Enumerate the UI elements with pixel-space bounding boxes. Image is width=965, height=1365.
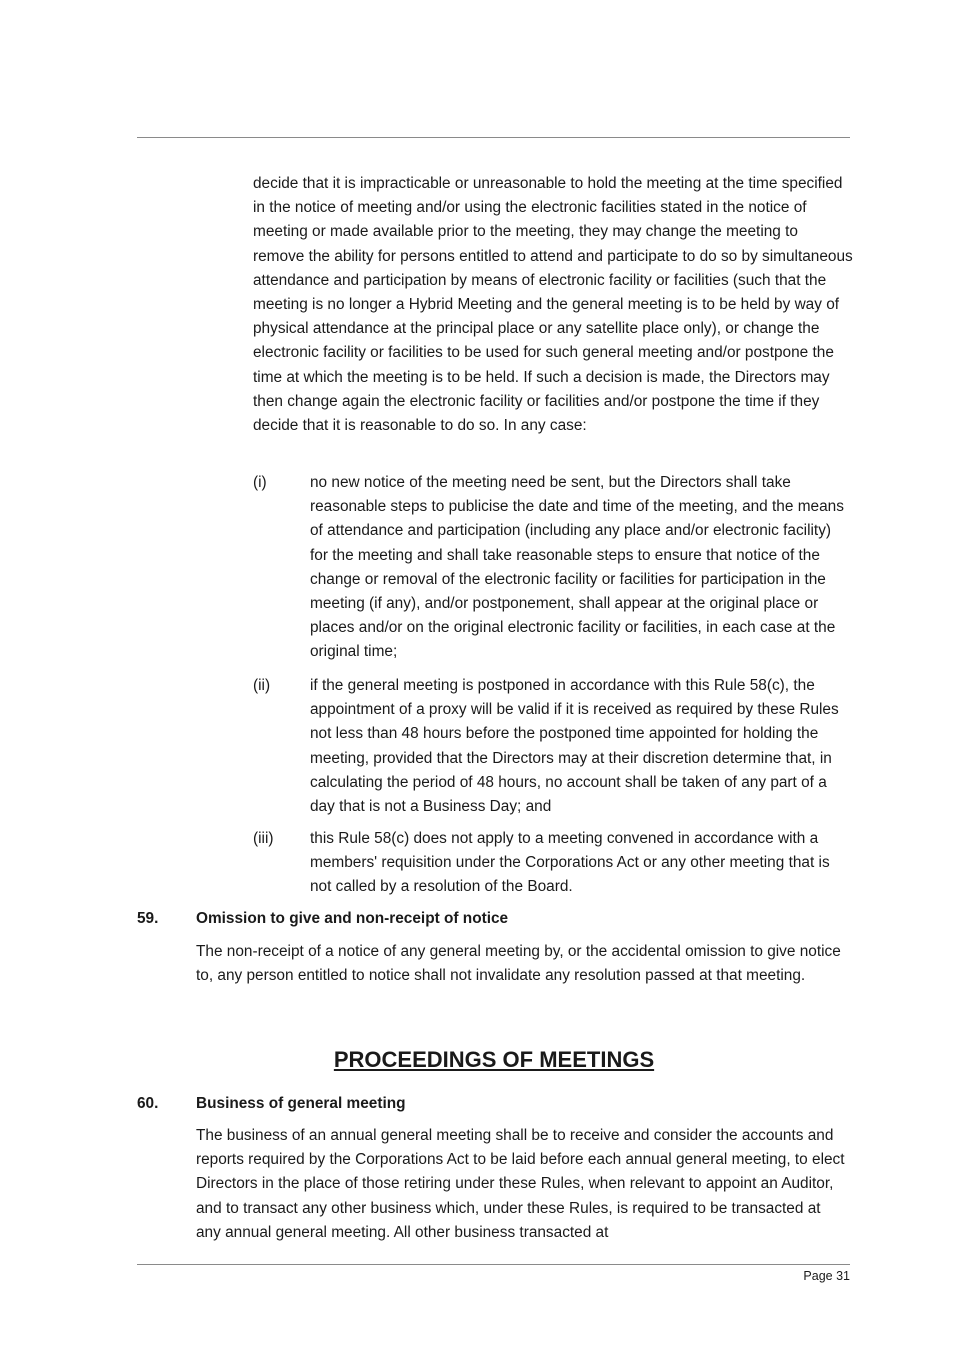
rule-number: 60. <box>137 1095 159 1112</box>
section-heading: PROCEEDINGS OF MEETINGS <box>333 1047 655 1072</box>
item-text: no new notice of the meeting need be sent, but the Directors shall take reasonable steps to publicise the date and time of the meeting, and the means of attendance and participation (including any place and/or electronic facility) for the meeting and shall take reasonable steps to ensure that notice of the change or removal of the electronic facility or facilities for participation in the meeting (if any), and/or postponement, shall appear at the original place or places and/or on the original electronic facility or facilities, in each case at the original time; <box>310 474 844 661</box>
item-text: this Rule 58(c) does not apply to a meeting convened in accordance with a members' requisition under the Corporations Act or any other meeting that is not called by a resolution of the Board. <box>310 830 830 896</box>
rule-60-paragraph: The business of an annual general meeting shall be to receive and consider the accounts and reports required by the Corporations Act to be laid before each annual general meeting, to elect Directors in the place of those retiring under these Rules, when relevant to appoint an Auditor, and to transact any other business which, under these Rules, is required to be transacted at any annual general meeting. All other business transacted at <box>196 1127 845 1241</box>
item-number: (ii) <box>253 677 271 694</box>
item-number: (iii) <box>253 830 274 847</box>
rule-number: 59. <box>137 910 159 927</box>
rule-title: Omission to give and non-receipt of notice <box>196 910 509 927</box>
page-number: Page 31 <box>803 1269 850 1283</box>
rule-title: Business of general meeting <box>196 1095 406 1112</box>
item-number: (i) <box>253 474 267 491</box>
intro-paragraph: decide that it is impracticable or unreasonable to hold the meeting at the time specified in the notice of meeting and/or using the electronic facilities stated in the notice of meeting or made available prior to the meeting, they may change the meeting to remove the ability for persons entitled to attend and participate to do so by simultaneous attendance and participation by means of electronic facility or facilities (such that the meeting is no longer a Hybrid Meeting and the general meeting is to be held by way of physical attendance at the principal place or any satellite place only), or change the electronic facility or facilities to be used for such general meeting and/or postpone the time at which the meeting is to be held. If such a decision is made, the Directors may then change again the electronic facility or facilities and/or postpone the time if they decide that it is reasonable to do so. In any case: <box>253 175 853 435</box>
rule-59-paragraph: The non-receipt of a notice of any general meeting by, or the accidental omission to give notice to, any person entitled to notice shall not invalidate any resolution passed at that meeting. <box>196 943 841 985</box>
header-rule <box>137 137 850 138</box>
item-text: if the general meeting is postponed in accordance with this Rule 58(c), the appointment of a proxy will be valid if it is received as required by these Rules not less than 48 hours before the postponed time appointed for holding the meeting, provided that the Directors may at their discretion determine that, in calculating the period of 48 hours, no account shall be taken of any part of a day that is not a Business Day; and <box>310 677 839 816</box>
footer-rule <box>137 1264 850 1265</box>
